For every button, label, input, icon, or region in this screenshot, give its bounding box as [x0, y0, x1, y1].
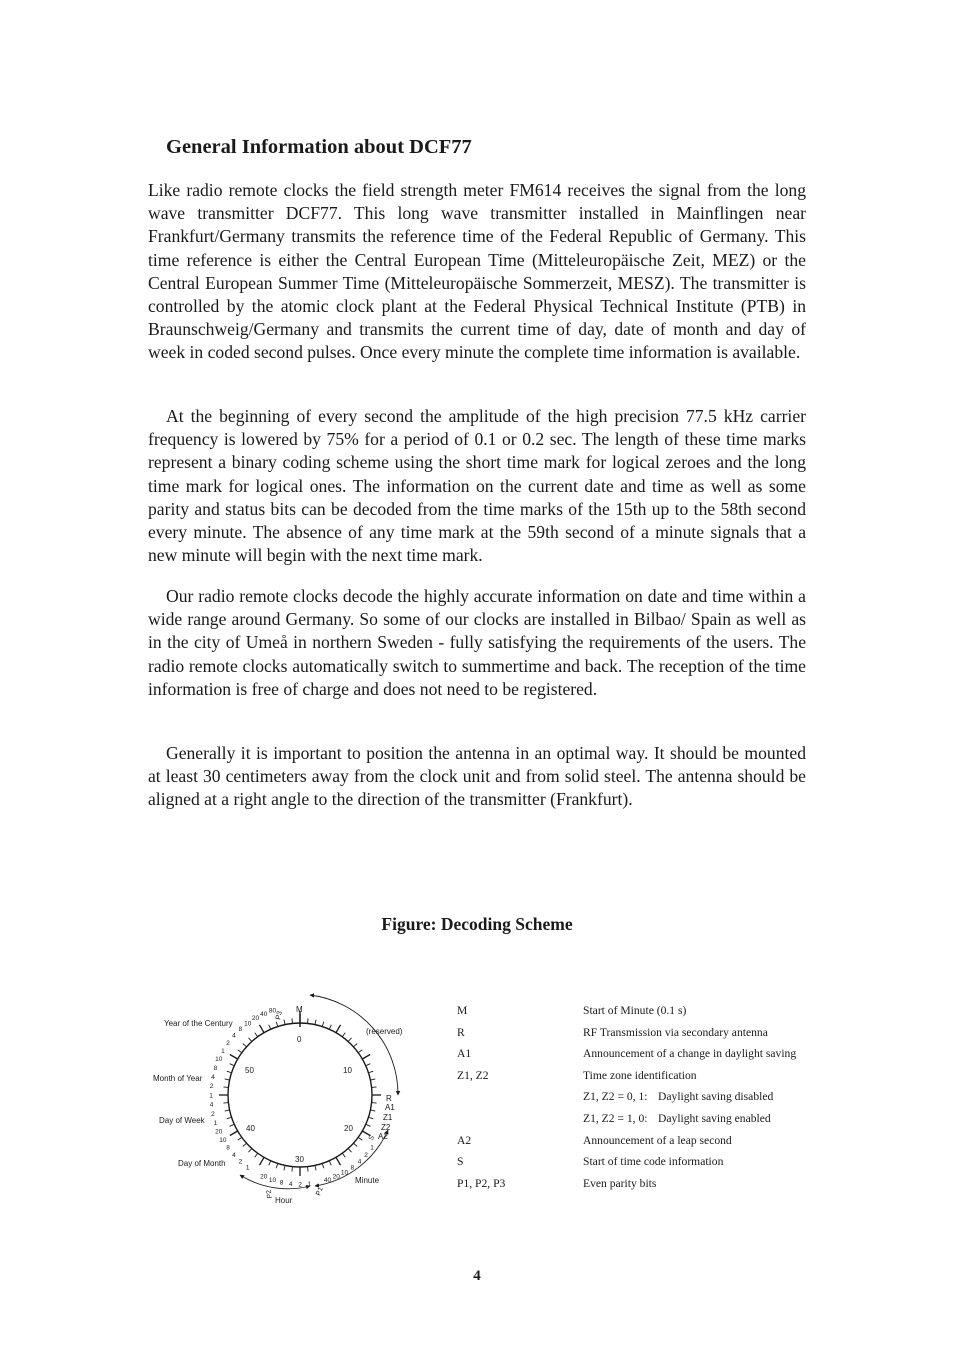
figure-caption: Figure: Decoding Scheme [381, 914, 573, 934]
day-weight: 8 [226, 1144, 230, 1152]
code-a2: A2 [378, 1132, 388, 1141]
legend-row [457, 1089, 837, 1111]
legend-desc: Announcement of a change in daylight saving [583, 1047, 797, 1061]
second-tick [227, 1071, 232, 1073]
day-weight: 20 [215, 1128, 223, 1136]
legend-key: Z1, Z2 [457, 1068, 489, 1082]
second-tick [230, 1064, 235, 1066]
minute-weight: 4 [357, 1158, 362, 1166]
second-tick [238, 1137, 242, 1140]
mark-10: 10 [343, 1066, 352, 1075]
legend-row [457, 1176, 837, 1198]
weekday-weight: 4 [209, 1101, 214, 1109]
second-tick [243, 1143, 247, 1146]
second-tick [292, 1018, 293, 1023]
legend-sub-code: Z1, Z2 = 1, 0: [583, 1111, 648, 1125]
second-tick [342, 1153, 345, 1157]
second-tick [308, 1018, 309, 1023]
mark-40: 40 [246, 1124, 255, 1133]
second-tick [230, 1055, 238, 1060]
second-tick [284, 1020, 285, 1025]
second-tick [315, 1020, 316, 1025]
year-weight: 4 [232, 1032, 236, 1040]
code-p2: P2 [265, 1189, 274, 1199]
second-tick [370, 1110, 375, 1111]
second-tick [269, 1161, 271, 1166]
legend-key: M [457, 1004, 468, 1017]
legend-desc: Announcement of a leap second [583, 1133, 732, 1147]
second-tick [342, 1033, 345, 1037]
mark-0: 0 [297, 1035, 302, 1044]
legend-desc: Time zone identification [583, 1068, 697, 1082]
second-tick [372, 1087, 377, 1088]
day-weight: 4 [232, 1151, 236, 1159]
second-tick [276, 1022, 278, 1027]
second-tick [238, 1050, 242, 1053]
hour-weight: 8 [279, 1179, 284, 1187]
label-month: Month of Year [153, 1074, 203, 1083]
code-p1: P1 [315, 1186, 325, 1197]
year-weight: 40 [260, 1011, 268, 1018]
legend-row [457, 1025, 837, 1047]
second-tick [366, 1124, 371, 1126]
page-number: 4 [473, 1268, 481, 1284]
minute-weight: 8 [350, 1164, 355, 1172]
year-weight: 10 [244, 1020, 252, 1028]
legend-desc: Even parity bits [583, 1176, 657, 1190]
minute-weight: 2 [364, 1151, 368, 1159]
legend-row [457, 1003, 837, 1025]
year-weight: 20 [251, 1015, 260, 1023]
code-z1: Z1 [383, 1113, 393, 1122]
mark-20: 20 [344, 1124, 353, 1133]
hour-weight: 10 [268, 1176, 277, 1184]
hour-weight: 4 [288, 1180, 293, 1188]
second-tick [336, 1157, 341, 1165]
month-weight: 10 [215, 1056, 223, 1064]
second-tick [225, 1079, 230, 1080]
legend-row [457, 1068, 837, 1090]
weekday-weight: 1 [213, 1119, 218, 1127]
legend-key: A2 [457, 1133, 472, 1147]
page-title: General Information about DCF77 [166, 136, 472, 158]
reserved-arrow [310, 995, 398, 1095]
minute-weight: 20 [332, 1173, 340, 1181]
code-p3: P3 [275, 1010, 284, 1021]
second-tick [255, 1033, 258, 1037]
legend-row [457, 1111, 837, 1133]
legend-key: S [457, 1155, 464, 1169]
second-tick [336, 1025, 341, 1033]
legend-row [457, 1133, 837, 1155]
legend-key: P1, P2, P3 [457, 1176, 506, 1190]
legend-sub-text: Daylight saving disabled [658, 1090, 774, 1104]
second-tick [354, 1043, 358, 1046]
month-weight: 2 [209, 1083, 214, 1090]
dial-circle [228, 1023, 372, 1167]
second-tick [243, 1043, 247, 1046]
year-weight: 1 [221, 1047, 225, 1055]
second-tick [370, 1079, 375, 1080]
mark-30: 30 [295, 1155, 304, 1164]
second-tick [227, 1117, 232, 1119]
hour-weight: 2 [298, 1181, 302, 1189]
year-weight: 8 [238, 1026, 243, 1034]
legend-key: R [457, 1025, 465, 1039]
second-tick [230, 1131, 238, 1136]
day-weight: 10 [219, 1136, 227, 1144]
minute-weight: 1 [370, 1144, 374, 1152]
label-m: M [296, 1005, 303, 1014]
mark-50: 50 [245, 1066, 254, 1075]
code-s: S [367, 1134, 377, 1143]
second-tick [358, 1137, 362, 1140]
day-weight: 2 [238, 1158, 243, 1166]
second-tick [223, 1087, 228, 1088]
legend-row [457, 1154, 837, 1176]
code-a1: A1 [385, 1103, 395, 1112]
second-tick [255, 1153, 258, 1157]
hour-weight: 20 [260, 1173, 268, 1181]
second-tick [269, 1025, 271, 1030]
code-r: R [386, 1094, 392, 1103]
second-tick [322, 1022, 324, 1027]
weekday-weight: 2 [211, 1110, 215, 1118]
second-tick [223, 1103, 228, 1104]
paragraph-antenna: Generally it is important to position the antenna in an optimal way. It should be mounted at least 30 centimeters away from the clock unit and from solid steel. The antenna should be aligned at a right angle to the direction of the transmitter (Frankfurt). [148, 743, 806, 810]
second-tick [322, 1163, 324, 1168]
second-tick [260, 1157, 265, 1165]
legend-sub-code: Z1, Z2 = 0, 1: [583, 1090, 648, 1104]
legend-desc: RF Transmission via secondary antenna [583, 1025, 768, 1039]
legend-sub-text: Daylight saving enabled [658, 1111, 771, 1125]
second-tick [368, 1117, 373, 1119]
label-reserved: (reserved) [366, 1027, 403, 1036]
hour-weight: 1 [307, 1180, 312, 1188]
second-tick [248, 1038, 251, 1042]
label-weekday: Day of Week [159, 1116, 205, 1125]
second-tick [329, 1025, 331, 1030]
paragraph-coverage: Our radio remote clocks decode the highly accurate information on date and time within a wide range around Germany. So some of our clocks are installed in Bilbao/ Spain as well as in the city of Umeå in northern Sweden - fully satisfying the requirements of the users. The radio remote clocks automatically switch to summertime and back. The reception of the time information is free of charge and does not need to be registered. [148, 586, 806, 699]
paragraph-time-marks: At the beginning of every second the amplitude of the high precision 77.5 kHz carrier frequency is lowered by 75% for a period of 0.1 or 0.2 sec. The length of these time marks represent a binary coding scheme using the short time mark for logical zeroes and the long time mark for logical ones. The information on the current date and time as well as some parity and status bits can be decoded from the time marks of the 15th up to the 58th second every minute. The absence of any time mark at the 59th second of a minute signals that a new minute will begin with the next time mark. [148, 406, 806, 566]
month-weight: 1 [209, 1092, 213, 1100]
second-tick [225, 1110, 230, 1111]
second-tick [354, 1143, 358, 1146]
label-day: Day of Month [178, 1159, 226, 1168]
second-tick [308, 1167, 309, 1172]
second-tick [362, 1055, 370, 1060]
year-weight: 80 [268, 1007, 277, 1015]
second-tick [348, 1149, 351, 1153]
legend-desc: Start of time code information [583, 1155, 724, 1169]
second-tick [348, 1038, 351, 1042]
day-weight: 1 [245, 1164, 250, 1172]
legend-row [457, 1046, 837, 1068]
minute-weight: 10 [340, 1169, 349, 1177]
month-weight: 8 [213, 1064, 218, 1072]
second-tick [248, 1149, 251, 1153]
decoding-dial [140, 990, 430, 1212]
code-z2: Z2 [381, 1123, 391, 1132]
legend-key: A1 [457, 1047, 472, 1061]
second-tick [260, 1025, 265, 1033]
second-tick [230, 1124, 235, 1126]
label-year: Year of the Century [164, 1019, 233, 1028]
month-weight: 4 [211, 1073, 215, 1081]
paragraph-intro: Like radio remote clocks the field strength meter FM614 receives the signal from the long wave transmitter DCF77. This long wave transmitter installed in Mainflingen near Frankfurt/Germany transmits the reference time of the Federal Republic of Germany. This time reference is either the Central European Time (Mitteleuropäische Zeit, MEZ) or the Central European Summer Time (Mitteleuropäische Sommerzeit, MESZ). The transmitter is controlled by the atomic clock plant at the Federal Physical Technical Institute (PTB) in Braunschweig/Germany and transmits the current time of day, date of month and day of week in coded second pulses. Once every minute the complete time information is available. [148, 180, 806, 363]
second-tick [329, 1161, 331, 1166]
label-minute: Minute [355, 1176, 380, 1185]
second-tick [276, 1163, 278, 1168]
second-tick [368, 1071, 373, 1073]
label-hour: Hour [275, 1196, 293, 1205]
second-tick [358, 1050, 362, 1053]
minute-weight: 40 [323, 1176, 332, 1184]
second-tick [292, 1167, 293, 1172]
second-tick [284, 1165, 285, 1170]
second-tick [372, 1103, 377, 1104]
second-tick [366, 1064, 371, 1066]
legend [457, 1003, 837, 1197]
year-weight: 2 [226, 1040, 230, 1047]
second-tick [315, 1165, 316, 1170]
legend-desc: Start of Minute (0.1 s) [583, 1004, 687, 1017]
